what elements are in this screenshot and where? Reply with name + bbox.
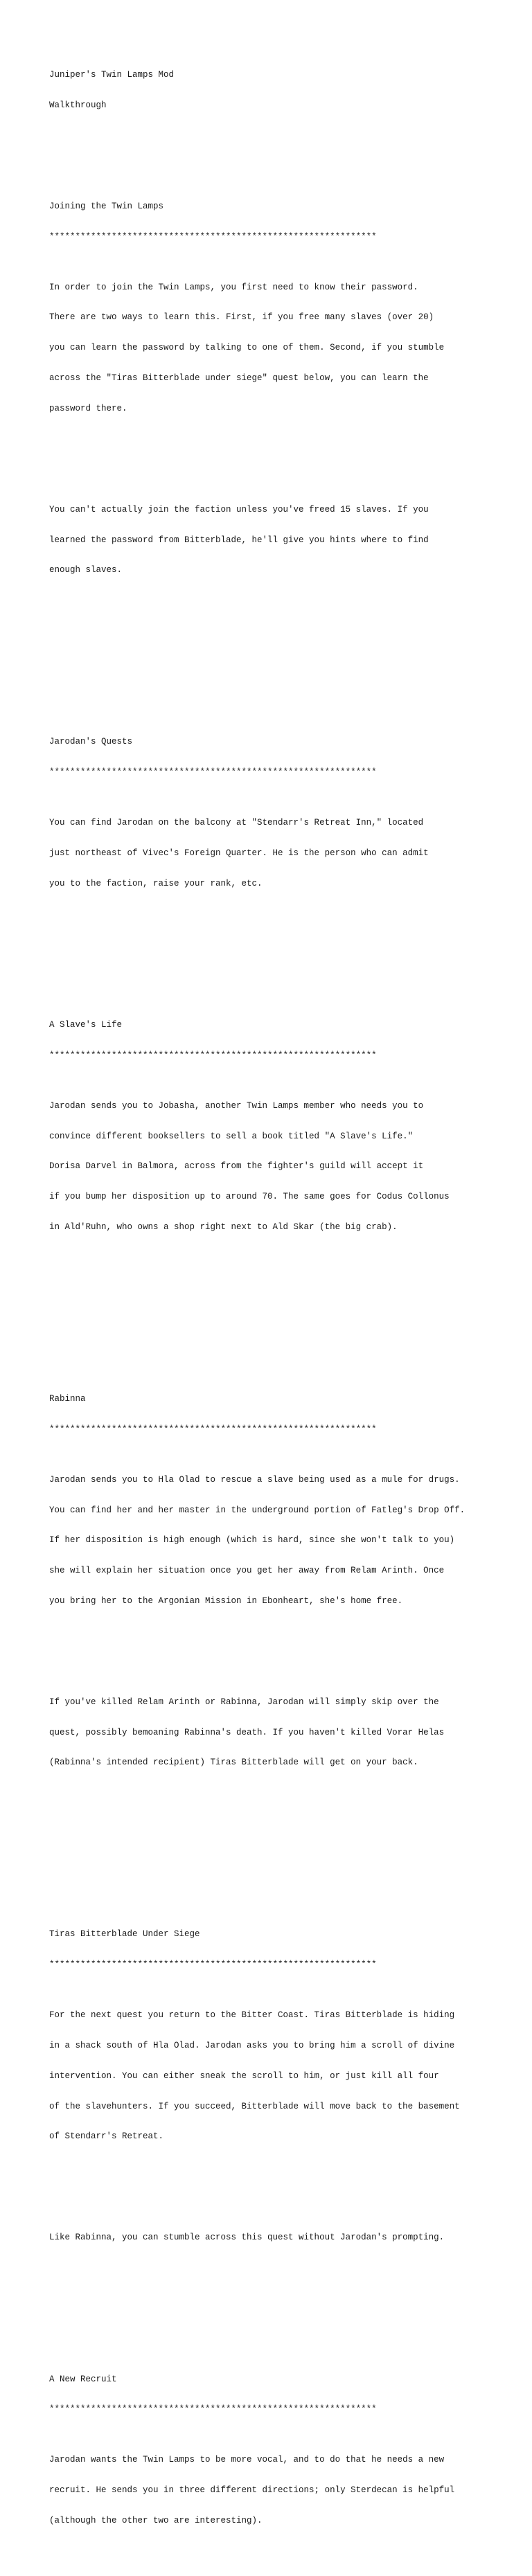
paragraph-line: convince different booksellers to sell a book titled "A Slave's Life.": [49, 1131, 414, 1141]
paragraph-line: quest, possibly bemoaning Rabinna's death. If you haven't killed Vorar Helas: [49, 1727, 445, 1737]
paragraph-line: You can find Jarodan on the balcony at "Stendarr's Retreat Inn," located: [49, 818, 424, 828]
section-a-slaves-life: [49, 1000, 520, 1273]
paragraph: [49, 1081, 520, 1253]
blank-line: [49, 666, 520, 677]
paragraph-line: she will explain her situation once you get her away from Relam Arinth. Once: [49, 1566, 445, 1576]
paragraph-line: learned the password from Bitterblade, he'll give you hints where to find: [49, 535, 429, 545]
paragraph-line: Jarodan sends you to Jobasha, another Twin Lamps member who needs you to: [49, 1100, 424, 1111]
blank-line: [49, 1829, 520, 1839]
section-heading: Joining the Twin Lamps: [49, 201, 164, 211]
document-title: Juniper's Twin Lamps Mod: [49, 70, 175, 80]
paragraph-line: intervention. You can either sneak the scroll to him, or just kill all four: [49, 2070, 439, 2081]
paragraph-line: You can't actually join the faction unless you've freed 15 slaves. If you: [49, 504, 429, 515]
section-heading: Jarodan's Quests: [49, 737, 133, 747]
section-jarodans-quests: [49, 717, 520, 929]
paragraph: [49, 2435, 520, 2546]
blank-line: [49, 949, 520, 960]
paragraph-line: recruit. He sends you in three different directions; only Sterdecan is helpful: [49, 2485, 455, 2496]
paragraph-line: password there.: [49, 403, 127, 413]
paragraph: [49, 1990, 520, 2162]
paragraph-line: If her disposition is high enough (which is hard, since she won't talk to you): [49, 1535, 455, 1546]
paragraph-line: Jarodan sends you to Hla Olad to rescue a slave being used as a mule for drugs.: [49, 1474, 460, 1485]
paragraph-line: you to the faction, raise your rank, etc.: [49, 878, 263, 888]
blank-line: [49, 131, 520, 141]
paragraph: [49, 262, 520, 433]
paragraph-line: you bring her to the Argonian Mission in Ebonheart, she's home free.: [49, 1595, 403, 1606]
blank-line: [49, 454, 520, 465]
paragraph-line: If you've killed Relam Arinth or Rabinna, Jarodan will simply skip over the: [49, 1697, 439, 1707]
section-a-new-recruit: [49, 2354, 520, 2566]
paragraph: [49, 1677, 520, 1789]
paragraph-line: (although the other two are interesting).: [49, 2515, 263, 2525]
paragraph-line: Jarodan wants the Twin Lamps to be more vocal, and to do that he needs a new: [49, 2455, 445, 2465]
paragraph-line: of Stendarr's Retreat.: [49, 2131, 164, 2142]
paragraph-line: There are two ways to learn this. First, if you free many slaves (over 20): [49, 312, 434, 323]
paragraph-line: You can find her and her master in the underground portion of Fatleg's Drop Off.: [49, 1505, 466, 1515]
paragraph-line: Like Rabinna, you can stumble across this quest without Jarodan's prompting.: [49, 2233, 445, 2243]
paragraph-line: just northeast of Vivec's Foreign Quarter. He is the person who can admit: [49, 848, 429, 858]
paragraph: [49, 2212, 520, 2263]
paragraph-line: if you bump her disposition up to around 70. The same goes for Codus Collonus: [49, 1192, 450, 1202]
blank-line: [49, 1859, 520, 1869]
paragraph-line: enough slaves.: [49, 565, 123, 575]
paragraph-line: in Ald'Ruhn, who owns a shop right next to Ald Skar (the big crab).: [49, 1222, 398, 1232]
section-rule: ***************************************************************: [49, 231, 377, 242]
section-heading: Tiras Bitterblade Under Siege: [49, 1929, 200, 1940]
section-rule: ***************************************************************: [49, 1424, 377, 1434]
paragraph-line: (Rabinna's intended recipient) Tiras Bitterblade will get on your back.: [49, 1757, 418, 1768]
section-rule: ***************************************************************: [49, 1960, 377, 1970]
blank-line: [49, 1293, 520, 1303]
section-heading: A New Recruit: [49, 2374, 117, 2384]
section-rule: ***************************************************************: [49, 767, 377, 778]
section-tiras-bitterblade: [49, 1909, 520, 2283]
paragraph-line: of the slavehunters. If you succeed, Bitterblade will move back to the basement: [49, 2101, 460, 2111]
paragraph-line: For the next quest you return to the Bitter Coast. Tiras Bitterblade is hiding: [49, 2010, 455, 2021]
section-joining: [49, 181, 520, 616]
blank-line: [49, 1323, 520, 1334]
blank-line: [49, 1647, 520, 1657]
section-rule: ***************************************************************: [49, 1050, 377, 1060]
paragraph-line: across the "Tiras Bitterblade under siege" quest below, you can learn the: [49, 373, 429, 383]
document-subtitle: Walkthrough: [49, 100, 107, 110]
blank-line: [49, 2303, 520, 2314]
paragraph-line: Dorisa Darvel in Balmora, across from the fighter's guild will accept it: [49, 1161, 424, 1172]
blank-line: [49, 636, 520, 646]
blank-line: [49, 2182, 520, 2192]
paragraph: [49, 1455, 520, 1627]
paragraph: [49, 798, 520, 909]
section-heading: Rabinna: [49, 1393, 86, 1404]
section-rabinna: [49, 1374, 520, 1809]
paragraph-line: In order to join the Twin Lamps, you first need to know their password.: [49, 282, 418, 292]
section-heading: A Slave's Life: [49, 1020, 123, 1030]
section-rule: ***************************************************************: [49, 2404, 377, 2415]
document-page: [49, 50, 520, 2576]
paragraph: [49, 485, 520, 596]
paragraph-line: you can learn the password by talking to one of them. Second, if you stumble: [49, 343, 445, 353]
paragraph-line: in a shack south of Hla Olad. Jarodan asks you to bring him a scroll of divine: [49, 2040, 455, 2050]
